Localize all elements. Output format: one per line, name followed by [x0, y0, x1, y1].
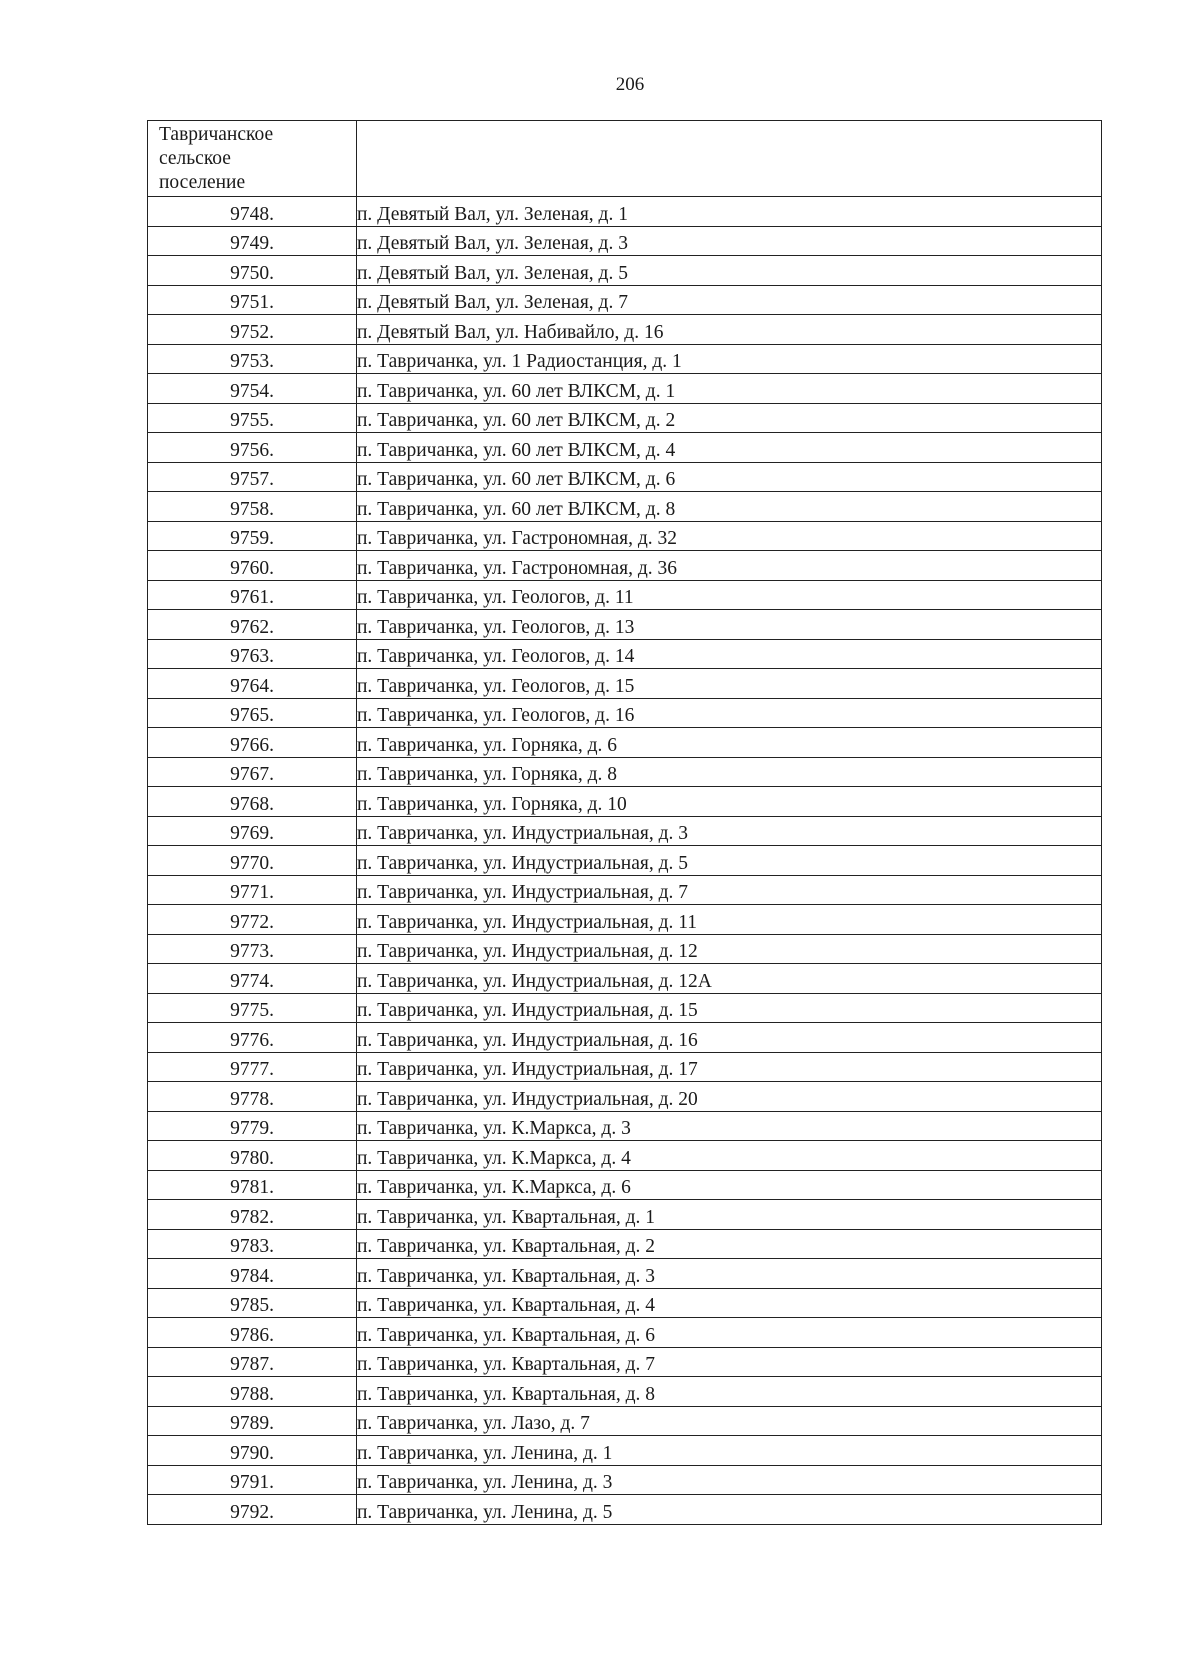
row-address: п. Тавричанка, ул. Индустриальная, д. 7 — [357, 875, 1102, 905]
table-row — [148, 698, 1102, 728]
table-row — [148, 1347, 1102, 1377]
row-address: п. Тавричанка, ул. Горняка, д. 6 — [357, 728, 1102, 758]
table-row — [148, 521, 1102, 551]
row-address: п. Девятый Вал, ул. Набивайло, д. 16 — [357, 315, 1102, 345]
table-row — [148, 1111, 1102, 1141]
table-body — [148, 121, 1102, 1525]
row-number: 9781. — [148, 1170, 357, 1200]
row-number: 9788. — [148, 1377, 357, 1407]
row-address: п. Тавричанка, ул. Ленина, д. 1 — [357, 1436, 1102, 1466]
row-address: п. Тавричанка, ул. Индустриальная, д. 12 — [357, 934, 1102, 964]
table-row — [148, 1318, 1102, 1348]
row-address: п. Тавричанка, ул. Квартальная, д. 1 — [357, 1200, 1102, 1230]
row-address: п. Тавричанка, ул. Индустриальная, д. 5 — [357, 846, 1102, 876]
row-address: п. Тавричанка, ул. 60 лет ВЛКСМ, д. 6 — [357, 462, 1102, 492]
row-number: 9760. — [148, 551, 357, 581]
table-row — [148, 1465, 1102, 1495]
row-number: 9775. — [148, 993, 357, 1023]
row-address: п. Тавричанка, ул. Индустриальная, д. 20 — [357, 1082, 1102, 1112]
row-number: 9755. — [148, 403, 357, 433]
table-row — [148, 639, 1102, 669]
row-address: п. Тавричанка, ул. Геологов, д. 15 — [357, 669, 1102, 699]
row-address: п. Тавричанка, ул. Ленина, д. 3 — [357, 1465, 1102, 1495]
table-row — [148, 964, 1102, 994]
table-row — [148, 226, 1102, 256]
row-number: 9771. — [148, 875, 357, 905]
table-row — [148, 433, 1102, 463]
row-number: 9774. — [148, 964, 357, 994]
header-empty-cell — [357, 121, 1102, 197]
row-number: 9769. — [148, 816, 357, 846]
table-row — [148, 610, 1102, 640]
table-row — [148, 492, 1102, 522]
row-address: п. Тавричанка, ул. К.Маркса, д. 4 — [357, 1141, 1102, 1171]
row-address: п. Девятый Вал, ул. Зеленая, д. 1 — [357, 197, 1102, 227]
table-row — [148, 1229, 1102, 1259]
row-number: 9778. — [148, 1082, 357, 1112]
row-address: п. Тавричанка, ул. Квартальная, д. 8 — [357, 1377, 1102, 1407]
row-number: 9782. — [148, 1200, 357, 1230]
row-number: 9785. — [148, 1288, 357, 1318]
row-address: п. Тавричанка, ул. К.Маркса, д. 6 — [357, 1170, 1102, 1200]
table-row — [148, 816, 1102, 846]
row-number: 9768. — [148, 787, 357, 817]
table-row — [148, 1288, 1102, 1318]
row-number: 9786. — [148, 1318, 357, 1348]
row-number: 9753. — [148, 344, 357, 374]
row-address: п. Тавричанка, ул. 60 лет ВЛКСМ, д. 1 — [357, 374, 1102, 404]
row-number: 9791. — [148, 1465, 357, 1495]
row-number: 9757. — [148, 462, 357, 492]
row-address: п. Тавричанка, ул. Индустриальная, д. 15 — [357, 993, 1102, 1023]
row-address: п. Тавричанка, ул. Геологов, д. 11 — [357, 580, 1102, 610]
row-address: п. Тавричанка, ул. Индустриальная, д. 11 — [357, 905, 1102, 935]
row-address: п. Тавричанка, ул. К.Маркса, д. 3 — [357, 1111, 1102, 1141]
table-row — [148, 905, 1102, 935]
table-row — [148, 1170, 1102, 1200]
address-table — [147, 120, 1102, 1525]
row-number: 9792. — [148, 1495, 357, 1525]
row-address: п. Тавричанка, ул. Индустриальная, д. 16 — [357, 1023, 1102, 1053]
row-number: 9766. — [148, 728, 357, 758]
table-row — [148, 1200, 1102, 1230]
row-address: п. Тавричанка, ул. Индустриальная, д. 12А — [357, 964, 1102, 994]
table-row — [148, 875, 1102, 905]
row-number: 9767. — [148, 757, 357, 787]
row-number: 9758. — [148, 492, 357, 522]
table-row — [148, 1052, 1102, 1082]
table-row — [148, 787, 1102, 817]
row-number: 9776. — [148, 1023, 357, 1053]
row-address: п. Тавричанка, ул. Индустриальная, д. 3 — [357, 816, 1102, 846]
row-address: п. Тавричанка, ул. Квартальная, д. 4 — [357, 1288, 1102, 1318]
row-address: п. Тавричанка, ул. Горняка, д. 10 — [357, 787, 1102, 817]
row-number: 9777. — [148, 1052, 357, 1082]
row-number: 9759. — [148, 521, 357, 551]
row-number: 9772. — [148, 905, 357, 935]
row-number: 9773. — [148, 934, 357, 964]
table-row — [148, 1377, 1102, 1407]
row-address: п. Тавричанка, ул. Геологов, д. 13 — [357, 610, 1102, 640]
table-row — [148, 344, 1102, 374]
table-row — [148, 580, 1102, 610]
row-address: п. Тавричанка, ул. 60 лет ВЛКСМ, д. 2 — [357, 403, 1102, 433]
table-row — [148, 1495, 1102, 1525]
row-number: 9761. — [148, 580, 357, 610]
settlement-name-line: поселение — [159, 172, 246, 193]
row-address: п. Тавричанка, ул. 1 Радиостанция, д. 1 — [357, 344, 1102, 374]
row-address: п. Девятый Вал, ул. Зеленая, д. 7 — [357, 285, 1102, 315]
table-row — [148, 1082, 1102, 1112]
table-row — [148, 1406, 1102, 1436]
table-row — [148, 1259, 1102, 1289]
row-number: 9765. — [148, 698, 357, 728]
settlement-name-line: Тавричанское — [159, 124, 274, 145]
row-address: п. Тавричанка, ул. Геологов, д. 14 — [357, 639, 1102, 669]
row-address: п. Тавричанка, ул. Квартальная, д. 6 — [357, 1318, 1102, 1348]
row-address: п. Тавричанка, ул. Квартальная, д. 3 — [357, 1259, 1102, 1289]
page-number: 206 — [615, 74, 645, 95]
table-row — [148, 1141, 1102, 1171]
row-number: 9779. — [148, 1111, 357, 1141]
row-number: 9749. — [148, 226, 357, 256]
row-address: п. Тавричанка, ул. Горняка, д. 8 — [357, 757, 1102, 787]
table-row — [148, 1436, 1102, 1466]
table-row — [148, 728, 1102, 758]
table-row — [148, 256, 1102, 286]
row-number: 9750. — [148, 256, 357, 286]
row-number: 9762. — [148, 610, 357, 640]
row-number: 9752. — [148, 315, 357, 345]
row-address: п. Тавричанка, ул. Ленина, д. 5 — [357, 1495, 1102, 1525]
row-address: п. Тавричанка, ул. Лазо, д. 7 — [357, 1406, 1102, 1436]
row-number: 9780. — [148, 1141, 357, 1171]
row-address: п. Тавричанка, ул. Гастрономная, д. 32 — [357, 521, 1102, 551]
row-number: 9789. — [148, 1406, 357, 1436]
row-address: п. Девятый Вал, ул. Зеленая, д. 3 — [357, 226, 1102, 256]
row-address: п. Тавричанка, ул. Квартальная, д. 2 — [357, 1229, 1102, 1259]
table-row — [148, 374, 1102, 404]
row-number: 9784. — [148, 1259, 357, 1289]
row-number: 9756. — [148, 433, 357, 463]
row-number: 9751. — [148, 285, 357, 315]
table-header-row — [148, 121, 1102, 197]
row-address: п. Тавричанка, ул. Индустриальная, д. 17 — [357, 1052, 1102, 1082]
row-number: 9787. — [148, 1347, 357, 1377]
settlement-name-line: сельское — [159, 148, 231, 169]
row-number: 9783. — [148, 1229, 357, 1259]
table-row — [148, 1023, 1102, 1053]
table-row — [148, 551, 1102, 581]
table-row — [148, 934, 1102, 964]
row-address: п. Тавричанка, ул. Геологов, д. 16 — [357, 698, 1102, 728]
table-row — [148, 462, 1102, 492]
table-row — [148, 197, 1102, 227]
row-number: 9748. — [148, 197, 357, 227]
table-row — [148, 993, 1102, 1023]
table-row — [148, 315, 1102, 345]
table-row — [148, 403, 1102, 433]
row-address: п. Тавричанка, ул. Гастрономная, д. 36 — [357, 551, 1102, 581]
table-row — [148, 285, 1102, 315]
row-address: п. Тавричанка, ул. 60 лет ВЛКСМ, д. 8 — [357, 492, 1102, 522]
row-number: 9754. — [148, 374, 357, 404]
row-address: п. Тавричанка, ул. Квартальная, д. 7 — [357, 1347, 1102, 1377]
row-number: 9764. — [148, 669, 357, 699]
table-row — [148, 669, 1102, 699]
table-row — [148, 757, 1102, 787]
settlement-name — [148, 121, 357, 197]
row-address: п. Тавричанка, ул. 60 лет ВЛКСМ, д. 4 — [357, 433, 1102, 463]
row-address: п. Девятый Вал, ул. Зеленая, д. 5 — [357, 256, 1102, 286]
row-number: 9770. — [148, 846, 357, 876]
row-number: 9763. — [148, 639, 357, 669]
row-number: 9790. — [148, 1436, 357, 1466]
table-row — [148, 846, 1102, 876]
